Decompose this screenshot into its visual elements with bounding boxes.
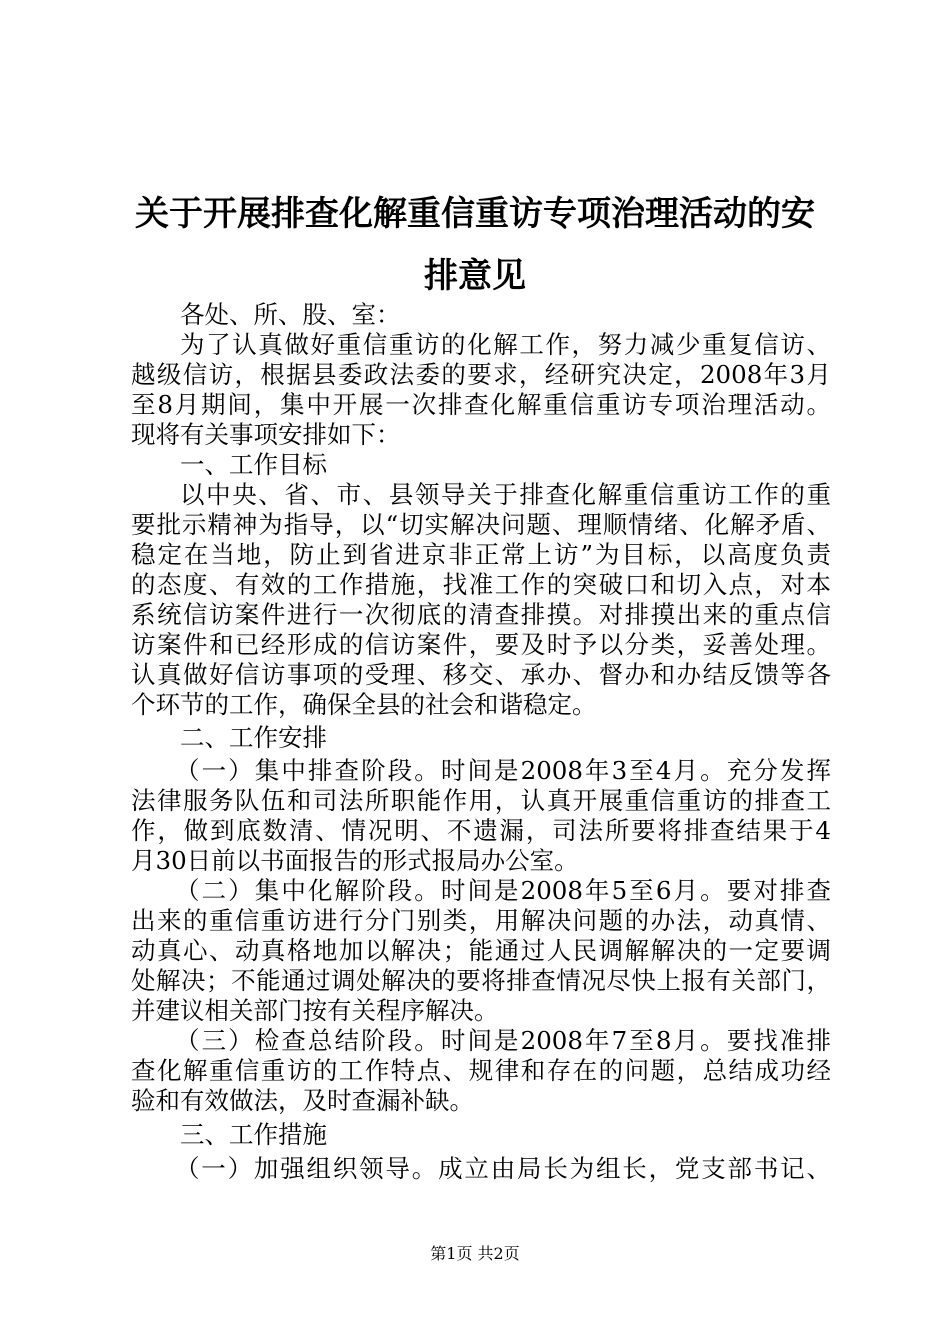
body-line: （二）集中化解阶段。时间是2008年5至6月。要对排查: [175, 876, 831, 905]
page-footer: 第1页 共2页: [430, 1244, 520, 1263]
document-title-line-1: 关于开展排查化解重信重访专项治理活动的安: [135, 194, 815, 234]
body-line: 至8月期间，集中开展一次排查化解重信重访专项治理活动。: [131, 390, 831, 419]
document-title-line-2: 排意见: [424, 256, 526, 296]
body-line: 验和有效做法，及时查漏补缺。: [131, 1086, 474, 1115]
body-line: 的态度、有效的工作措施，找准工作的突破口和切入点，对本: [131, 570, 831, 599]
body-line: 法律服务队伍和司法所职能作用，认真开展重信重访的排查工: [131, 786, 831, 815]
body-line: 认真做好信访事项的受理、移交、承办、督办和办结反馈等各: [131, 660, 831, 689]
body-line: 个环节的工作，确保全县的社会和谐稳定。: [131, 690, 597, 719]
body-line: 系统信访案件进行一次彻底的清查排摸。对排摸出来的重点信: [131, 600, 831, 629]
body-line: （一）加强组织领导。成立由局长为组长，党支部书记、: [175, 1154, 831, 1183]
body-line: 查化解重信重访的工作特点、规律和存在的问题，总结成功经: [131, 1056, 831, 1085]
body-line: 访案件和已经形成的信访案件，要及时予以分类，妥善处理。: [131, 630, 831, 659]
body-line: 现将有关事项安排如下：: [131, 420, 401, 449]
salutation: 各处、所、股、室：: [180, 300, 401, 329]
body-line: 处解决；不能通过调处解决的要将排查情况尽快上报有关部门，: [131, 966, 831, 995]
section-heading: 一、工作目标: [180, 450, 327, 479]
body-line: 要批示精神为指导，以“切实解决问题、理顺情绪、化解矛盾、: [131, 510, 831, 539]
body-line: （三）检查总结阶段。时间是2008年7至8月。要找准排: [175, 1026, 831, 1055]
body-line: 为了认真做好重信重访的化解工作，努力减少重复信访、: [180, 330, 831, 359]
body-line: 越级信访，根据县委政法委的要求，经研究决定，2008年3月: [131, 360, 831, 389]
body-line: 动真心、动真格地加以解决；能通过人民调解解决的一定要调: [131, 936, 831, 965]
section-heading: 二、工作安排: [180, 723, 327, 752]
body-line: （一）集中排查阶段。时间是2008年3至4月。充分发挥: [175, 756, 831, 785]
body-line: 出来的重信重访进行分门别类，用解决问题的办法，动真情、: [131, 906, 831, 935]
body-line: 稳定在当地，防止到省进京非正常上访”为目标，以高度负责: [131, 540, 831, 569]
body-line: 并建议相关部门按有关程序解决。: [131, 996, 499, 1025]
body-line: 作，做到底数清、情况明、不遗漏，司法所要将排查结果于4: [131, 816, 831, 845]
body-line: 月30日前以书面报告的形式报局办公室。: [131, 846, 579, 875]
body-line: 以中央、省、市、县领导关于排查化解重信重访工作的重: [180, 480, 831, 509]
section-heading: 三、工作措施: [180, 1120, 327, 1149]
